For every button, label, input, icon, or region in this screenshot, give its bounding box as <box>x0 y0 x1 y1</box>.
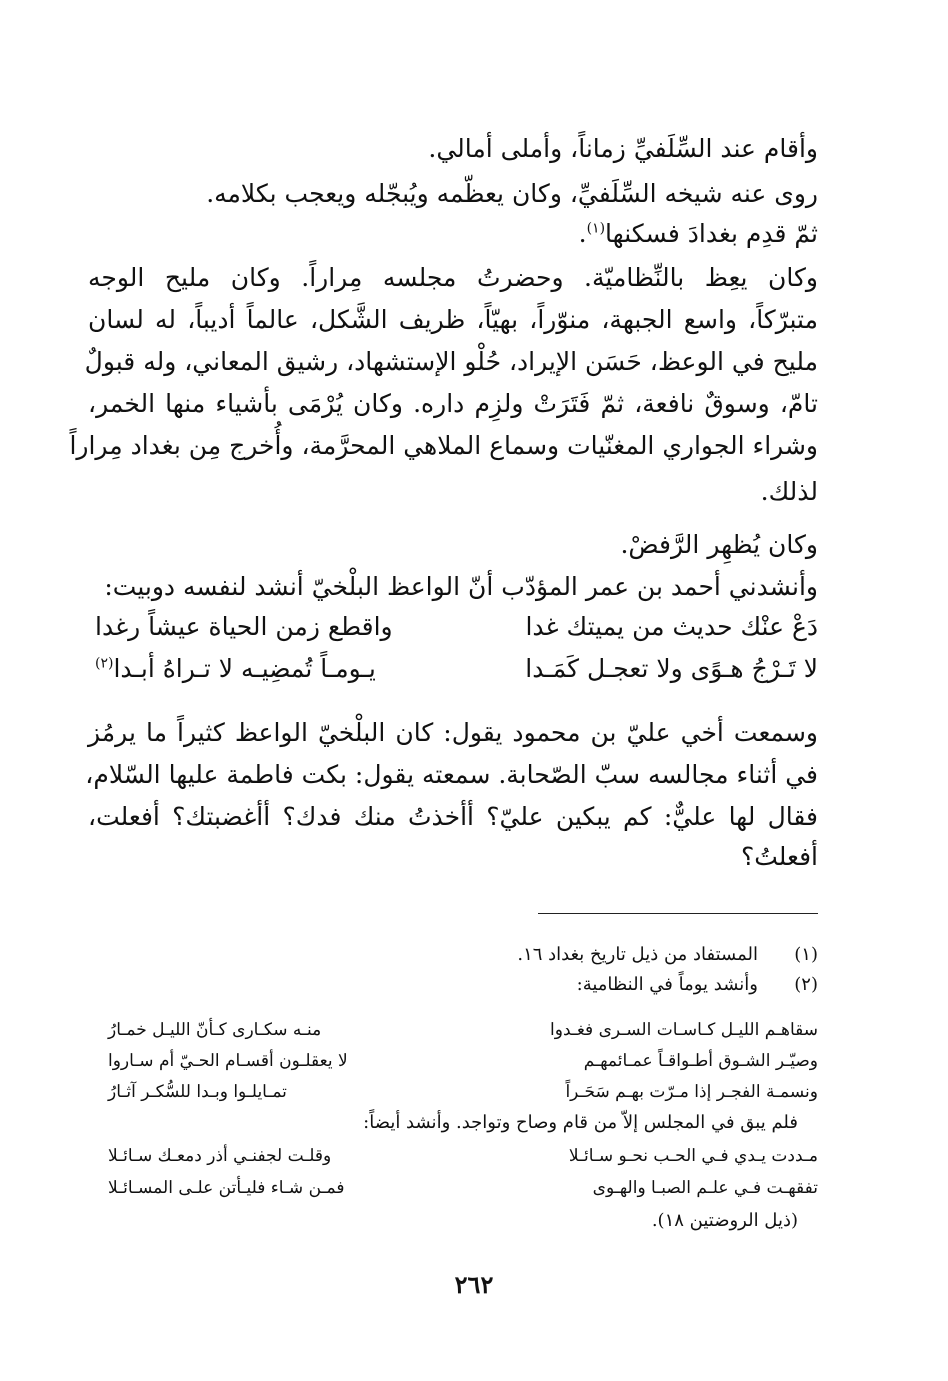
footnote-verse-3-second: تمـايلـوا وبـدا للسُّكـر آثـارُ <box>108 1082 287 1102</box>
para3-line-3: فقال لها عليٌّ: كم يبكين عليّ؟ أأخذتُ منك فدك؟ أأغضبتك؟ أفعلت، <box>88 802 818 831</box>
footnote-verse-5-first: تفقهـت فـي علـم الصبـا والهـوى <box>592 1178 818 1198</box>
footnote-verse-4-first: مـددت يـدي فـي الحـب نحـو سـائـلا <box>568 1146 818 1166</box>
verse-1-second-hemistich: واقطع زمن الحياة عيشاً رغدا <box>95 612 393 641</box>
footnote-1-number: (١) <box>794 944 818 965</box>
para3-line-4: أفعلتُ؟ <box>740 842 818 871</box>
para3-line-2: في أثناء مجالسه سبّ الصّحابة. سمعته يقول: بكت فاطمة عليها السّلام، <box>85 760 818 789</box>
para2-line-3: مليح في الوعظ، حَسَن الإيراد، حُلْو الإستشهاد، رشيق المعاني، وله قبولٌ <box>84 347 818 376</box>
para2-line-1: وكان يعِظ بالنِّظاميّة. وحضرتُ مجلسه مِراراً. وكان مليح الوجه <box>88 263 818 292</box>
footnote-source: (ذيل الروضتين ١٨). <box>651 1210 798 1231</box>
page-number: ٢٦٢ <box>454 1270 494 1299</box>
verse-2-first-hemistich: لا تَـرْجُ هـوًى ولا تعجـل كَمَـدا <box>525 654 818 683</box>
footnote-verse-5-second: فمـن شـاء فليـأتن علـى المسـائـلا <box>108 1178 345 1198</box>
footnote-verse-2-second: لا يعقلـون أقسـام الحـيّ أم سـاروا <box>108 1051 348 1071</box>
footnote-prose: فلم يبق في المجلس إلاّ من قام وصاح وتواجد. وأنشد أيضاً: <box>363 1112 798 1133</box>
footnote-verse-3-first: ونسمـة الفجـر إذا مـرّت بهـم سَحَـراً <box>565 1082 818 1102</box>
para3-line-1: وسمعت أخي عليّ بن محمود يقول: كان البلْخيّ الواعظ كثيراً ما يرمُز <box>88 718 818 747</box>
body-line-2: روى عنه شيخه السِّلَفيِّ، وكان يعظّمه ويُبجّله ويعجب بكلامه. <box>206 179 818 208</box>
footnote-verse-4-second: وقلـت لجفنـي أذر دمعـك سـائـلا <box>108 1146 332 1166</box>
rafd-line: وكان يُظهِر الرَّفضْ. <box>620 530 818 559</box>
body-line-3: ثمّ قدِم بغدادَ فسكنها$^{(١)}$. <box>578 219 818 248</box>
verse-1-first-hemistich: دَعْ عنْك حديث من يميتك غدا <box>525 612 818 641</box>
footnote-verse-1-second: منـه سكـارى كـأنّ الليـل خمـارُ <box>108 1020 322 1040</box>
footnote-ref-2: (٢) <box>95 655 114 672</box>
footnote-verse-1-first: سقاهـم الليـل كـاسـات السـرى فغـدوا <box>550 1020 818 1040</box>
para2-line-4: تامّ، وسوقٌ نافعة، ثمّ فَتَرَتْ ولزِم داره. وكان يُرْمَى بأشياء منها الخمر، <box>88 389 818 418</box>
body-line-1: وأقام عند السِّلَفيِّ زماناً، وأملى أمالي. <box>428 134 818 163</box>
para2-line-6: لذلك. <box>760 477 818 506</box>
footnote-2-text: وأنشد يوماً في النظامية: <box>576 974 758 995</box>
footnote-divider <box>538 913 818 914</box>
footnote-ref-1: (١) <box>586 220 606 237</box>
footnote-2-number: (٢) <box>794 974 818 995</box>
footnote-1-text: المستفاد من ذيل تاريخ بغداد ١٦. <box>517 944 758 965</box>
para2-line-2: متبرّكاً، واسع الجبهة، منوّراً، بهيّاً، ظريف الشَّكل، عالماً أديباً، له لسان <box>88 305 818 334</box>
anshad-line: وأنشدني أحمد بن عمر المؤدّب أنّ الواعظ البلْخيّ أنشد لنفسه دوبيت: <box>104 572 818 601</box>
para2-line-5: وشراء الجواري المغنّيات وسماع الملاهي المحرَّمة، وأُخرج مِن بغداد مِراراً <box>69 431 818 460</box>
footnote-verse-2-first: وصيّـر الشـوق أطـواقـاً عمـائمهـم <box>583 1051 818 1071</box>
verse-2-second-hemistich: يـومـاً تُمضِيـه لا تـراهُ أبـدا$^{(٢)}$ <box>95 654 376 683</box>
